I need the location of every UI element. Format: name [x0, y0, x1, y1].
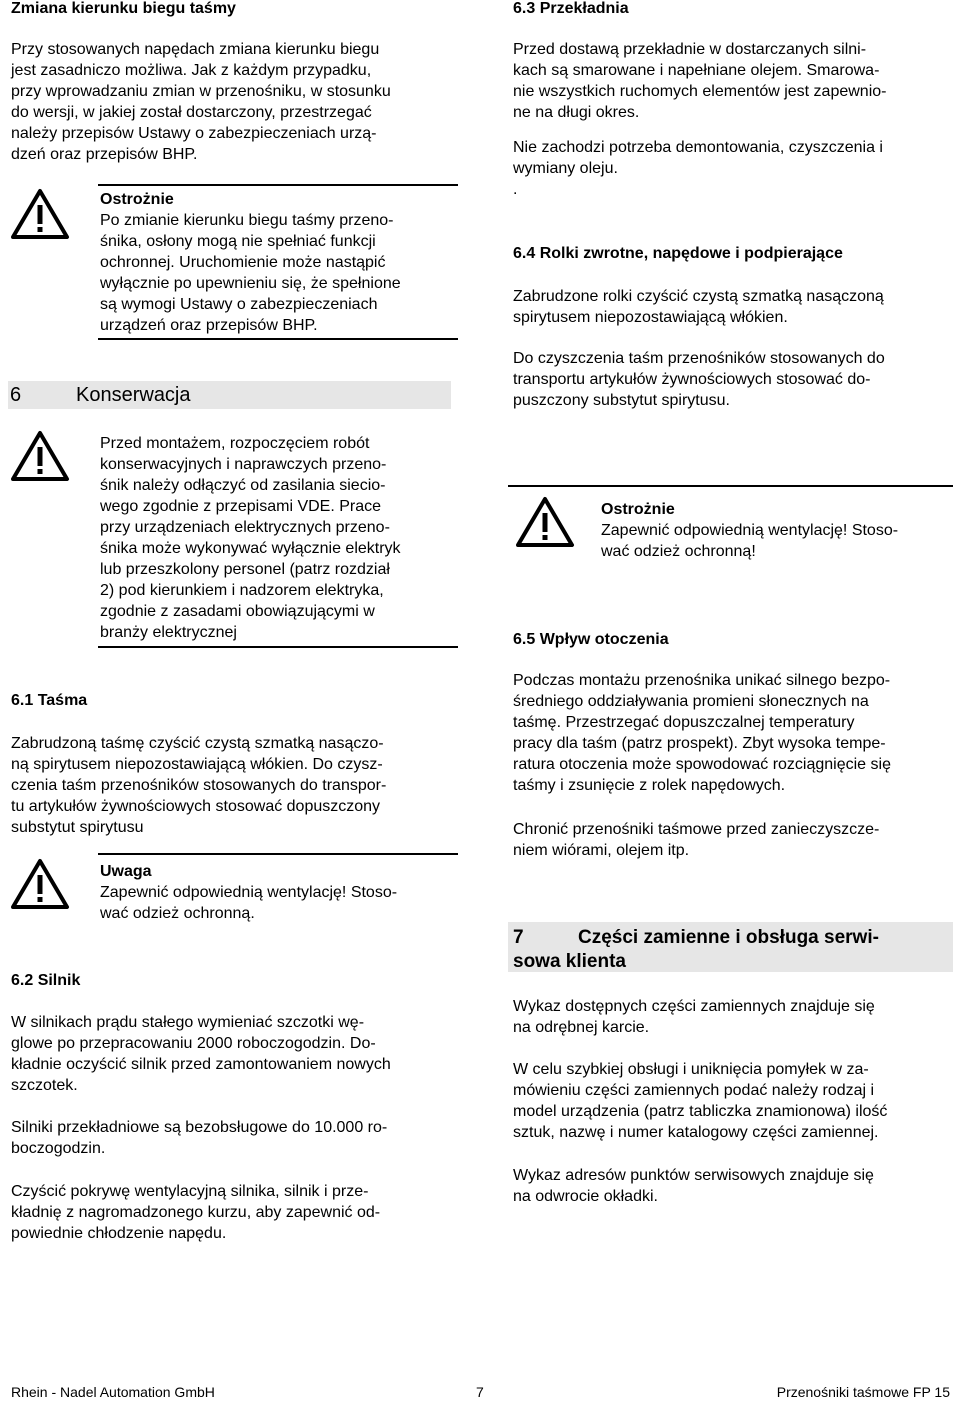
footer-product: Przenośniki taśmowe FP 15 [776, 1384, 950, 1400]
warning-triangle-icon [10, 858, 70, 910]
paragraph-6-4-a [513, 286, 953, 328]
heading-6-3: 6.3 Przekładnia [513, 0, 629, 17]
text-line: należy przepisów Ustawy o zabezpieczeniach urzą- [11, 125, 377, 142]
text-line: Przy stosowanych napędach zmiana kierunku biegu [11, 41, 380, 58]
text-line: na odrębnej karcie. [513, 1019, 650, 1036]
paragraph-6-5-b [513, 819, 953, 861]
caution-title: Ostrożnie [100, 191, 174, 208]
text-line: tu artykułów żywnościowych stosować dopuszczony [11, 798, 381, 815]
text-line: nie wszystkich ruchomych elementów jest zapewnio- [513, 83, 887, 100]
section-title-cont: sowa klienta [513, 951, 626, 972]
text-line: wymiany oleju. [513, 160, 618, 177]
text-line: Nie zachodzi potrzeba demontowania, czyszczenia i [513, 139, 883, 156]
uwaga-block [100, 861, 460, 924]
heading-6-4: 6.4 Rolki zwrotne, napędowe i podpierające [513, 245, 843, 262]
text-line: boczogodzin. [11, 1140, 106, 1157]
text-line: zgodnie z zasadami obowiązującymi w [100, 603, 375, 620]
warning-block-2 [100, 433, 460, 643]
text-line: Zabrudzone rolki czyścić czystą szmatką nasączoną [513, 288, 884, 305]
text-line: śnik należy odłączyć od zasilania siecio- [100, 477, 386, 494]
paragraph-6-2-c [11, 1181, 451, 1244]
text-line: jest zasadniczo możliwa. Jak z każdym przypadku, [11, 62, 372, 79]
section-title: Części zamienne i obsługa serwi- [578, 927, 879, 948]
text-line: Przed dostawą przekładnie w dostarczanych silni- [513, 41, 867, 58]
paragraph-6-2-a [11, 1012, 451, 1096]
text-line: wać odzież ochronną. [100, 905, 255, 922]
text-line: Po zmianie kierunku biegu taśmy przeno- [100, 212, 394, 229]
text-line: kładnię z nagromadzonego kurzu, aby zapewnić od- [11, 1204, 381, 1221]
text-line: wyłącznie po upewnieniu się, że spełnione [100, 275, 401, 292]
text-line: ochronnej. Uruchomienie może nastąpić [100, 254, 386, 271]
section-heading-6 [8, 381, 451, 409]
text-line: lub przeszkolony personel (patrz rozdział [100, 561, 390, 578]
text-line: niem wiórami, olejem itp. [513, 842, 690, 859]
footer-page-number: 7 [476, 1384, 484, 1400]
heading-6-2: 6.2 Silnik [11, 972, 81, 989]
text-line: przy urządzeniach elektrycznych przeno- [100, 519, 390, 536]
text-line: puszczony substytut spirytusu. [513, 392, 730, 409]
warning-triangle-icon [10, 188, 70, 240]
paragraph-6-1 [11, 733, 451, 838]
text-line: kładnie oczyścić silnik przed zamontowaniem nowych [11, 1056, 391, 1073]
text-line: Zapewnić odpowiednią wentylację! Stoso- [601, 522, 899, 539]
text-line: Do czyszczenia taśm przenośników stosowanych do [513, 350, 885, 367]
text-line: transportu artykułów żywnościowych stosować do- [513, 371, 871, 388]
text-line: ratura otoczenia może spowodować rozciągnięcie się [513, 756, 891, 773]
footer-company: Rhein - Nadel Automation GmbH [11, 1384, 215, 1400]
text-line: Chronić przenośniki taśmowe przed zanieczyszcze- [513, 821, 880, 838]
text-line: 2) pod kierunkiem i nadzorem elektryka, [100, 582, 384, 599]
section-number: 7 [513, 927, 524, 948]
heading-6-1: 6.1 Taśma [11, 692, 88, 709]
text-line: ne na długi okres. [513, 104, 640, 121]
text-line: średniego oddziaływania promieni słonecznych na [513, 693, 869, 710]
warning-triangle-icon [515, 496, 575, 548]
text-line: Silniki przekładniowe są bezobsługowe do 10.000 ro- [11, 1119, 388, 1136]
caution-title: Ostrożnie [601, 501, 675, 518]
paragraph-6-3-b [513, 137, 953, 200]
paragraph-7-c [513, 1165, 953, 1207]
text-line: taśmę. Przestrzegać dopuszczalnej temperatury [513, 714, 855, 731]
text-line: śnika może wykonywać wyłącznie elektryk [100, 540, 401, 557]
paragraph-change-direction [11, 39, 451, 165]
heading-6-5: 6.5 Wpływ otoczenia [513, 631, 669, 648]
caution-top-rule [508, 485, 953, 487]
caution-block-1 [100, 189, 460, 336]
text-line: Podczas montażu przenośnika unikać silnego bezpo- [513, 672, 891, 689]
warning-bottom-rule [98, 646, 458, 648]
text-line: W silnikach prądu stałego wymieniać szczotki wę- [11, 1014, 365, 1031]
text-line: wego zgodnie z przepisami VDE. Prace [100, 498, 382, 515]
text-line: Wykaz adresów punktów serwisowych znajduje się [513, 1167, 874, 1184]
heading-change-direction: Zmiana kierunku biegu taśmy [11, 0, 236, 17]
caution-bottom-rule [98, 338, 458, 340]
text-line: Zapewnić odpowiednią wentylację! Stoso- [100, 884, 398, 901]
text-line: szczotek. [11, 1077, 78, 1094]
text-line: czenia taśm przenośników stosowanych do transpor- [11, 777, 387, 794]
caution-block-3 [601, 499, 953, 562]
paragraph-6-2-b [11, 1117, 451, 1159]
section-heading-7 [508, 922, 953, 972]
text-line: Zabrudzoną taśmę czyścić czystą szmatką nasączo- [11, 735, 384, 752]
text-line: śnika, osłony mogą nie spełniać funkcji [100, 233, 376, 250]
text-line: ną spirytusem niepozostawiającą włókien. Do czysz- [11, 756, 383, 773]
text-line: . [513, 181, 518, 198]
text-line: Czyścić pokrywę wentylacyjną silnika, silnik i prze- [11, 1183, 369, 1200]
text-line: konserwacyjnych i naprawczych przeno- [100, 456, 387, 473]
text-line: branży elektrycznej [100, 624, 237, 641]
text-line: dzeń oraz przepisów BHP. [11, 146, 198, 163]
text-line: powiednie chłodzenie napędu. [11, 1225, 227, 1242]
text-line: sztuk, nazwę i numer katalogowy części zamiennej. [513, 1124, 879, 1141]
text-line: Przed montażem, rozpoczęciem robót [100, 435, 370, 452]
uwaga-title: Uwaga [100, 863, 152, 880]
section-number: 6 [10, 384, 22, 406]
paragraph-6-5-a [513, 670, 953, 796]
paragraph-6-4-b [513, 348, 953, 411]
text-line: spirytusem niepozostawiającą włókien. [513, 309, 788, 326]
text-line: wać odzież ochronną! [601, 543, 756, 560]
paragraph-6-3-a [513, 39, 953, 123]
text-line: mówieniu części zamiennych podać należy rodzaj i [513, 1082, 875, 1099]
text-line: do wersji, w jakiej został dostarczony, przestrzegać [11, 104, 372, 121]
paragraph-7-a [513, 996, 953, 1038]
text-line: urządzeń oraz przepisów BHP. [100, 317, 318, 334]
text-line: kach są smarowane i napełniane olejem. Smarowa- [513, 62, 880, 79]
text-line: pracy dla taśm (patrz prospekt). Zbyt wysoka tempe- [513, 735, 886, 752]
text-line: Wykaz dostępnych części zamiennych znajduje się [513, 998, 875, 1015]
text-line: na odwrocie okładki. [513, 1188, 658, 1205]
text-line: przy wprowadzaniu zmian w przenośniku, w stosunku [11, 83, 391, 100]
text-line: glowe po przepracowaniu 2000 roboczogodzin. Do- [11, 1035, 376, 1052]
section-title: Konserwacja [76, 384, 191, 406]
text-line: model urządzenia (patrz tabliczka znamionowa) ilość [513, 1103, 888, 1120]
warning-triangle-icon [10, 430, 70, 482]
uwaga-top-rule [98, 853, 458, 855]
text-line: są wymogi Ustawy o zabezpieczeniach [100, 296, 378, 313]
text-line: substytut spirytusu [11, 819, 144, 836]
text-line: taśmy i zsunięcie z rolek napędowych. [513, 777, 786, 794]
text-line: W celu szybkiej obsługi i uniknięcia pomyłek w za- [513, 1061, 869, 1078]
paragraph-7-b [513, 1059, 953, 1143]
caution-top-rule [98, 184, 458, 186]
